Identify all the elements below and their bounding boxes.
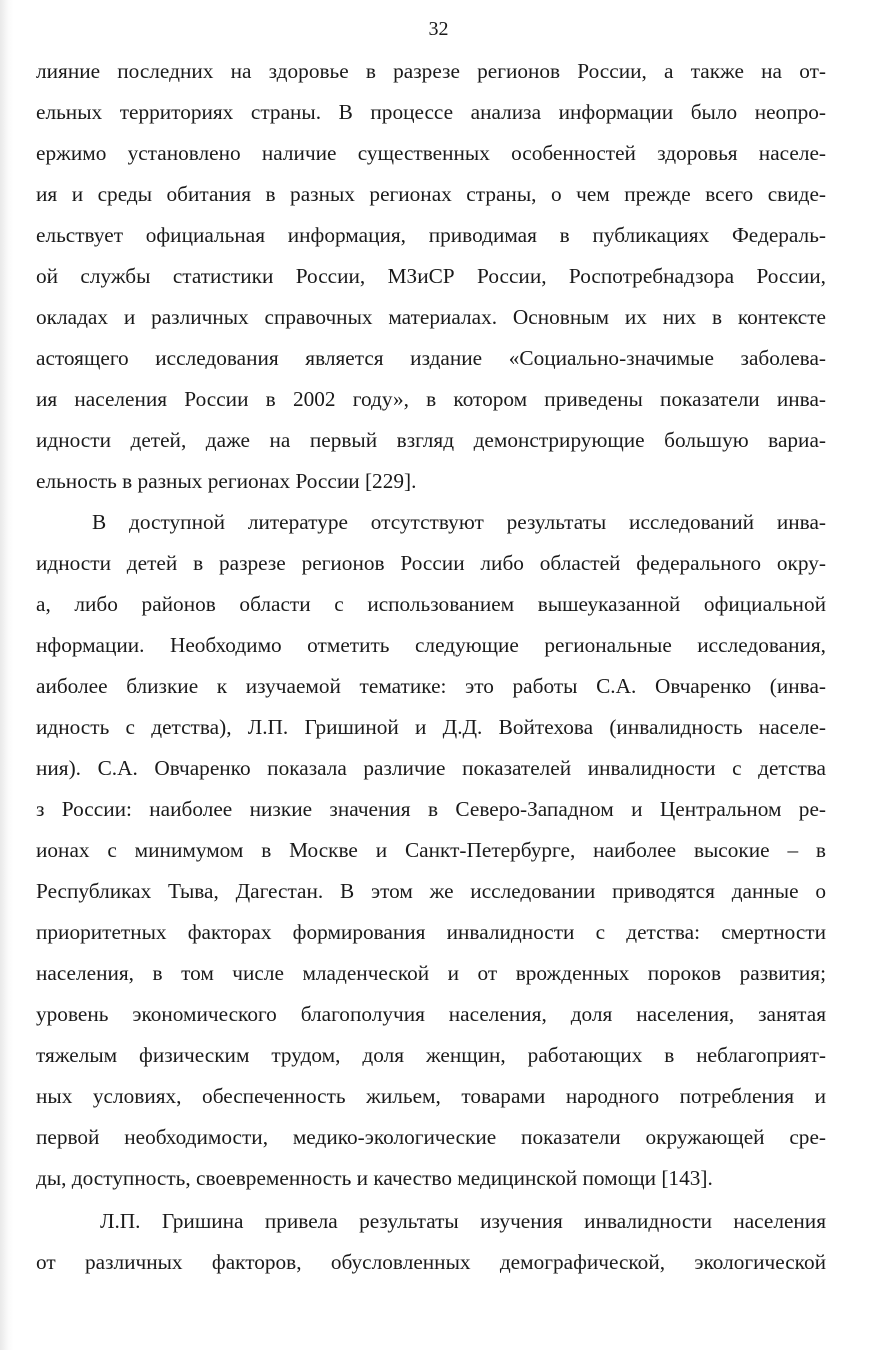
text-line: идность с детства), Л.П. Гришиной и Д.Д. Войтехова (инвалидность населе- <box>36 715 826 739</box>
text-line: идности детей в разрезе регионов России либо областей федерального окру- <box>36 551 826 575</box>
text-line: окладах и различных справочных материалах. Основным их них в контексте <box>36 305 826 329</box>
text-line: тяжелым физическим трудом, доля женщин, работающих в неблагоприят- <box>36 1043 826 1067</box>
text-line: В доступной литературе отсутствуют результаты исследований инва- <box>92 510 826 534</box>
text-line: первой необходимости, медико-экологические показатели окружающей сре- <box>36 1125 826 1149</box>
text-line: нформации. Необходимо отметить следующие региональные исследования, <box>36 633 826 657</box>
text-line: Республиках Тыва, Дагестан. В этом же исследовании приводятся данные о <box>36 879 826 903</box>
text-line: ельных территориях страны. В процессе анализа информации было неопро- <box>36 100 826 124</box>
text-line: ды, доступность, своевременность и качество медицинской помощи [143]. <box>36 1166 713 1190</box>
text-line: приоритетных факторах формирования инвалидности с детства: смертности <box>36 920 826 944</box>
text-line: а, либо районов области с использованием вышеуказанной официальной <box>36 592 826 616</box>
text-line: аиболее близкие к изучаемой тематике: это работы С.А. Овчаренко (инва- <box>36 674 826 698</box>
text-line: населения, в том числе младенческой и от врожденных пороков развития; <box>36 961 826 985</box>
text-line: ельность в разных регионах России [229]. <box>36 469 417 493</box>
text-line: ельствует официальная информация, приводимая в публикациях Федераль- <box>36 223 826 247</box>
text-line: ных условиях, обеспеченность жильем, товарами народного потребления и <box>36 1084 826 1108</box>
text-line: уровень экономического благополучия населения, доля населения, занятая <box>36 1002 826 1026</box>
text-line: Л.П. Гришина привела результаты изучения инвалидности населения <box>100 1209 826 1233</box>
text-line: ия и среды обитания в разных регионах страны, о чем прежде всего свиде- <box>36 182 826 206</box>
page-number: 32 <box>428 18 449 40</box>
text-line: астоящего исследования является издание «Социально-значимые заболева- <box>36 346 826 370</box>
text-line: з России: наиболее низкие значения в Северо-Западном и Центральном ре- <box>36 797 826 821</box>
text-line: ой службы статистики России, МЗиСР России, Роспотребнадзора России, <box>36 264 826 288</box>
text-line: ержимо установлено наличие существенных особенностей здоровья населе- <box>36 141 826 165</box>
text-line: ия населения России в 2002 году», в котором приведены показатели инва- <box>36 387 826 411</box>
text-line: лияние последних на здоровье в разрезе регионов России, а также на от- <box>36 59 826 83</box>
text-line: от различных факторов, обусловленных демографической, экологической <box>36 1250 826 1274</box>
text-line: идности детей, даже на первый взгляд демонстрирующие большую вариа- <box>36 428 826 452</box>
text-line: ния). С.А. Овчаренко показала различие показателей инвалидности с детства <box>36 756 826 780</box>
text-line: ионах с минимумом в Москве и Санкт-Петербурге, наиболее высокие – в <box>36 838 826 862</box>
scan-edge-shadow <box>0 0 14 1350</box>
